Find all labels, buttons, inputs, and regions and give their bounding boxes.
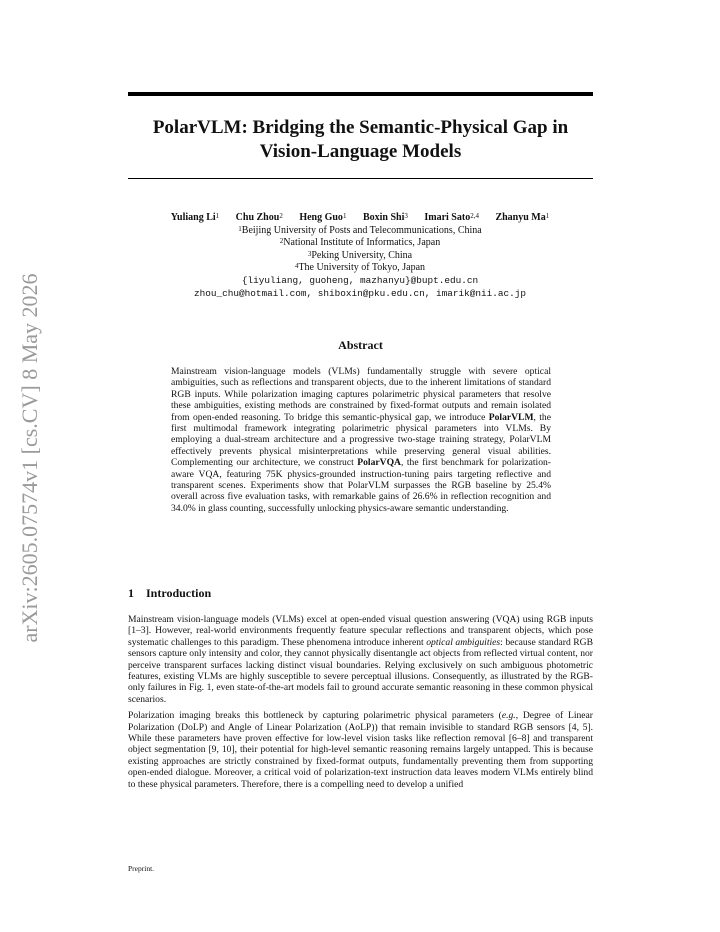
- title-bottom-rule: [128, 178, 593, 179]
- author-list: [110, 212, 610, 225]
- author: Heng Guo$^1$: [299, 212, 347, 223]
- introduction-text: [128, 614, 593, 795]
- abstract-text: Mainstream vision-language models (VLMs) fundamentally struggle with severe optical ambiguities, such as reflections and transparent objects, due to the inherent limitations of standard RGB inputs. While polarization imaging captures polarimetric physical parameters that resolve these ambiguities, existing methods are constrained by fixed-format outputs and remain isolated from open-ended reasoning. To bridge this semantic-physical gap, we introduce PolarVLM, the first multimodal framework integrating polarimetric physical parameters into VLMs. By employing a dual-stream architecture and a progressive two-stage training strategy, PolarVLM effectively prevents physical misinterpretations while preserving general visual abilities. Complementing our architecture, we construct PolarVQA, the first benchmark for polarization-aware VQA, featuring 75K physics-grounded instruction-tuning pairs targeting reflective and transparent scenes. Experiments show that PolarVLM surpasses the RGB baseline by 25.4% overall across five evaluation tasks, with remarkable gains of 26.6% in reflection recognition and 34.0% in glass counting, successfully unlocking physics-aware semantic understanding.: [171, 366, 551, 514]
- section-title: Introduction: [146, 586, 212, 600]
- title-line-2: Vision-Language Models: [259, 141, 462, 162]
- title-line-1: PolarVLM: Bridging the Semantic-Physical Gap in: [152, 117, 569, 138]
- preprint-note: Preprint.: [128, 864, 155, 873]
- email-line[interactable]: {liyuliang, guoheng, mazhanyu}@bupt.edu.cn: [241, 274, 479, 286]
- affiliation: $^4$The University of Tokyo, Japan: [294, 262, 426, 274]
- author: Imari Sato$^{2,4}$: [424, 212, 479, 223]
- affiliation: $^3$Peking University, China: [307, 249, 413, 261]
- affiliation: $^2$National Institute of Informatics, Japan: [279, 237, 441, 249]
- section-number: 1: [128, 586, 134, 600]
- paragraph: Mainstream vision-language models (VLMs) excel at open-ended visual question answering (VQA) using RGB inputs [1–3]. However, real-world environments frequently feature specular reflections and transparent objects, which pose systematic challenges to this paradigm. These phenomena introduce inherent optical ambiguities: because standard RGB sensors capture only intensity and color, they cannot physically disentangle act objects from reflected virtual content, nor perceive transparent surfaces lacking distinct visual boundaries. Relying exclusively on such ambiguous photometric features, existing VLMs are highly susceptible to severe perceptual illusions. Consequently, as illustrated by the RGB-only failures in Fig. 1, even state-of-the-art models fail to ground accurate semantic reasoning in these common physical scenarios.: [128, 614, 593, 705]
- benchmark-name: PolarVQA: [357, 457, 401, 469]
- model-name: PolarVLM: [488, 411, 534, 423]
- author: Zhanyu Ma$^1$: [495, 212, 550, 223]
- paragraph: Polarization imaging breaks this bottleneck by capturing polarimetric physical parameters (e.g., Degree of Linear Polarization (DoLP) and Angle of Linear Polarization (AoLP)) that remain invisible to standard RGB sensors [4, 5]. While these parameters have proven effective for low-level vision tasks like reflection removal [6–8] and transparent object segmentation [9, 10], their potential for high-level semantic reasoning remains largely untapped. This is because existing approaches are strictly constrained by fixed-format outputs, fundamentally preventing them from supporting open-ended dialogue. Moreover, a critical void of polarization-text instruction data leaves modern VLMs entirely blind to these physical parameters. Therefore, there is a compelling need to develop a unified: [128, 710, 593, 790]
- email-line[interactable]: zhou_chu@hotmail.com, shiboxin@pku.edu.cn, imarik@nii.ac.jp: [194, 287, 526, 299]
- arxiv-identifier: arXiv:2605.07574v1 [cs.CV] 8 May 2026: [17, 273, 42, 643]
- section-heading: [128, 586, 211, 601]
- author: Chu Zhou$^2$: [235, 212, 283, 223]
- author: Boxin Shi$^3$: [362, 212, 408, 223]
- author: Yuliang Li$^1$: [170, 212, 220, 223]
- affiliation: $^1$Beijing University of Posts and Telecommunications, China: [238, 224, 482, 236]
- paper-title: [128, 116, 593, 164]
- author-block: [110, 212, 610, 300]
- abstract-heading: Abstract: [338, 338, 383, 352]
- title-top-rule: [128, 92, 593, 96]
